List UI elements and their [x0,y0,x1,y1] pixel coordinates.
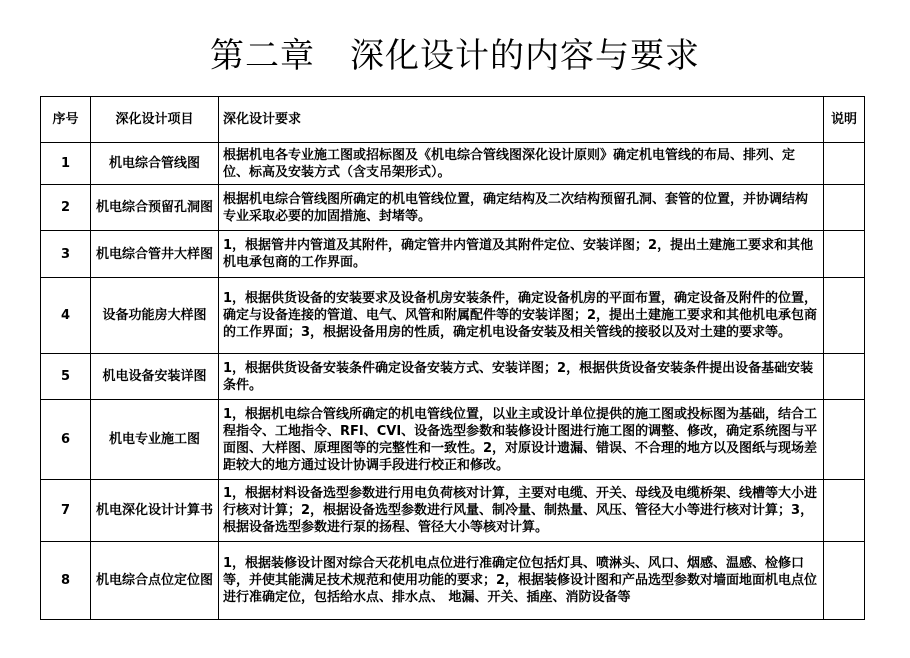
row-number: 7 [41,480,91,542]
header-note: 说明 [824,97,865,143]
table-row [41,185,865,231]
header-no: 序号 [41,97,91,143]
header-item: 深化设计项目 [91,97,219,143]
row-number: 5 [41,354,91,400]
row-number: 2 [41,185,91,231]
row-requirement: 1，根据供货设备安装条件确定设备安装方式、安装详图；2，根据供货设备安装条件提出设备基础安装条件。 [219,354,824,400]
table-row [41,542,865,620]
row-item: 设备功能房大样图 [91,278,219,354]
row-requirement: 1，根据管井内管道及其附件，确定管井内管道及其附件定位、安装详图；2，提出土建施工要求和其他机电承包商的工作界面。 [219,231,824,278]
row-item: 机电深化设计计算书 [91,480,219,542]
row-note [824,400,865,480]
row-requirement: 根据机电各专业施工图或招标图及《机电综合管线图深化设计原则》确定机电管线的布局、排列、定位、标高及安装方式（含支吊架形式）。 [219,143,824,185]
row-note [824,278,865,354]
row-item: 机电综合点位定位图 [91,542,219,620]
table-row [41,400,865,480]
row-item: 机电专业施工图 [91,400,219,480]
row-note [824,542,865,620]
row-number: 3 [41,231,91,278]
row-requirement: 1，根据供货设备的安装要求及设备机房安装条件，确定设备机房的平面布置，确定设备及附件的位置，确定与设备连接的管道、电气、风管和附属配件等的安装详图；2，提出土建施工要求和其他机电承包商的工作界面；3，根据设备用房的性质，确定机电设备安装及相关管线的接驳以及对土建的要求等。 [219,278,824,354]
table-header-row [41,97,865,143]
row-note [824,185,865,231]
table-row [41,143,865,185]
page-title: 第二章 深化设计的内容与要求 [210,36,700,76]
row-item: 机电设备安装详图 [91,354,219,400]
row-item: 机电综合管井大样图 [91,231,219,278]
design-requirements-table [40,96,865,620]
table-row [41,480,865,542]
row-requirement: 1，根据装修设计图对综合天花机电点位进行准确定位包括灯具、喷淋头、风口、烟感、温感、检修口等，并使其能满足技术规范和使用功能的要求；2，根据装修设计图和产品选型参数对墙面地面机电点位进行准确定位，包括给水点、排水点、 地漏、开关、插座、消防设备等 [219,542,824,620]
row-requirement: 1，根据材料设备选型参数进行用电负荷核对计算，主要对电缆、开关、母线及电缆桥架、线槽等大小进行核对计算；2，根据设备选型参数进行风量、制冷量、制热量、风压、管径大小等进行核对计算；3，根据设备选型参数进行泵的扬程、管径大小等核对计算。 [219,480,824,542]
row-item: 机电综合预留孔洞图 [91,185,219,231]
table-row [41,231,865,278]
row-note [824,354,865,400]
row-number: 4 [41,278,91,354]
row-number: 1 [41,143,91,185]
row-note [824,143,865,185]
row-note [824,231,865,278]
row-number: 6 [41,400,91,480]
table-row [41,354,865,400]
row-note [824,480,865,542]
table-row [41,278,865,354]
row-item: 机电综合管线图 [91,143,219,185]
row-requirement: 1，根据机电综合管线所确定的机电管线位置，以业主或设计单位提供的施工图或投标图为基础，结合工程指令、工地指令、RFI、CVI、设备选型参数和装修设计图进行施工图的调整、修改，确定系统图与平面图、大样图、原理图等的完整性和一致性。2，对原设计遗漏、错误、不合理的地方以及图纸与现场差距较大的地方通过设计协调手段进行校正和修改。 [219,400,824,480]
row-requirement: 根据机电综合管线图所确定的机电管线位置，确定结构及二次结构预留孔洞、套管的位置，并协调结构专业采取必要的加固措施、封堵等。 [219,185,824,231]
row-number: 8 [41,542,91,620]
header-requirement: 深化设计要求 [219,97,824,143]
